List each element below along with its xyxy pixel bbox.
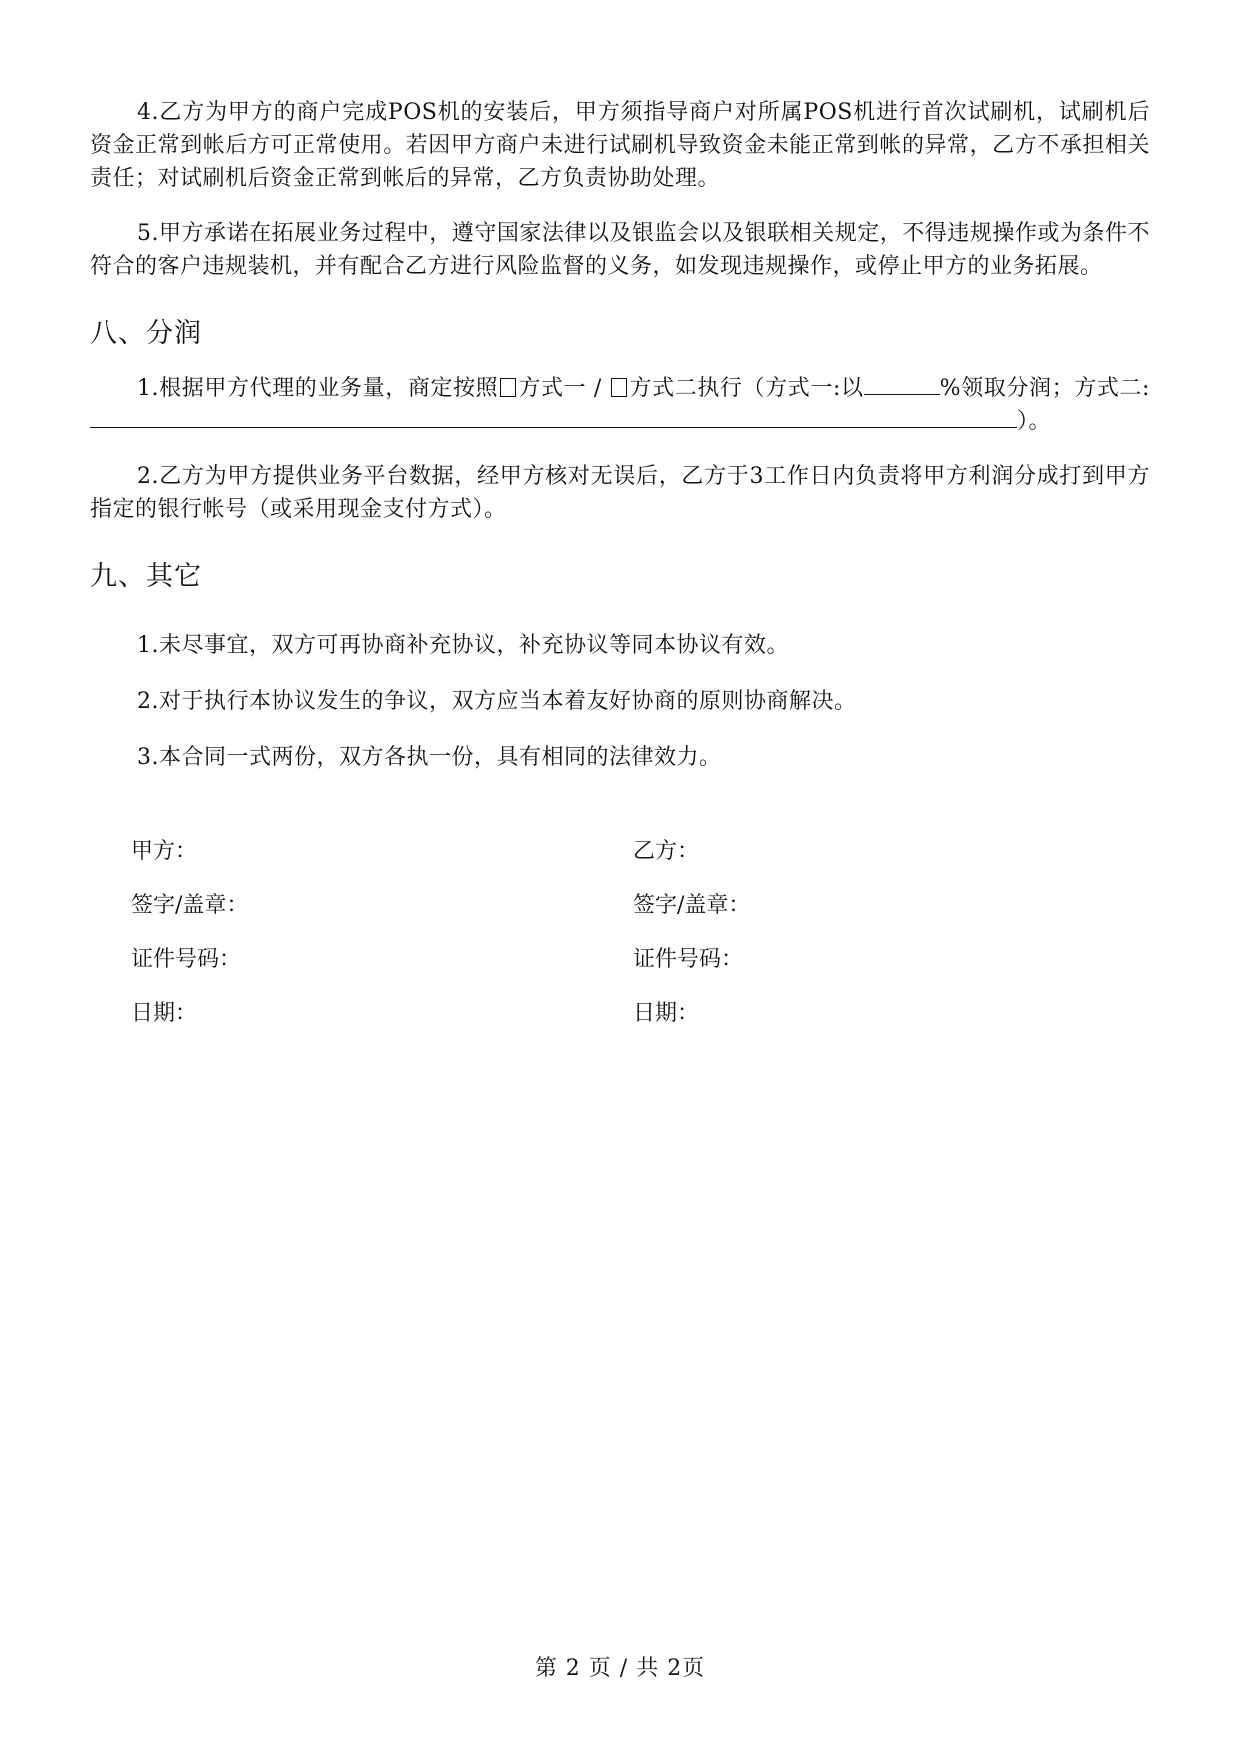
clause-8-1-end: ）。 — [1017, 409, 1052, 434]
party-a-label: 甲方： — [131, 839, 198, 864]
percent-blank[interactable] — [864, 372, 940, 395]
clause-9-1: 1.未尽事宜，双方可再协商补充协议，补充协议等同本协议有效。 — [137, 633, 789, 658]
clause-8-1 — [90, 372, 1150, 438]
party-b-sign-label: 签字/盖章： — [633, 893, 751, 918]
party-b-date-label: 日期： — [633, 1001, 700, 1026]
party-a-date-label: 日期： — [131, 1001, 198, 1026]
clause-8-2: 2.乙方为甲方提供业务平台数据，经甲方核对无误后，乙方于3工作日内负责将甲方利润分成打到甲方指定的银行帐号（或采用现金支付方式）。 — [90, 464, 1150, 522]
percent-suffix: %领取分润；方式二: — [939, 376, 1150, 401]
option-separator: / — [586, 376, 610, 401]
section-8-heading: 八、分润 — [90, 318, 202, 349]
option-two-blank[interactable] — [90, 405, 1017, 428]
party-b-label: 乙方： — [633, 839, 700, 864]
document-body — [90, 96, 1150, 774]
option-one-label: 方式一 — [518, 376, 587, 401]
option-two-checkbox[interactable] — [611, 378, 627, 397]
clause-9-3: 3.本合同一式两份，双方各执一份，具有相同的法律效力。 — [137, 745, 722, 770]
option-two-label: 方式二执行（方式一:以 — [629, 376, 864, 401]
party-b-signature — [633, 835, 1033, 1051]
clause-9-2: 2.对于执行本协议发生的争议，双方应当本着友好协商的原则协商解决。 — [137, 689, 857, 714]
clause-7-5: 5.甲方承诺在拓展业务过程中，遵守国家法律以及银监会以及银联相关规定，不得违规操作或为条件不符合的客户违规装机，并有配合乙方进行风险监督的义务，如发现违规操作，或停止甲方的业务拓展。 — [90, 221, 1150, 279]
section-9-heading: 九、其它 — [90, 561, 202, 592]
party-a-signature — [131, 835, 531, 1051]
clause-7-4: 4.乙方为甲方的商户完成POS机的安装后，甲方须指导商户对所属POS机进行首次试刷机，试刷机后资金正常到帐后方可正常使用。若因甲方商户未进行试刷机导致资金未能正常到帐的异常，乙方不承担相关责任；对试刷机后资金正常到帐后的异常，乙方负责协助处理。 — [90, 100, 1150, 191]
party-b-id-label: 证件号码： — [633, 947, 744, 972]
page-footer: 第 2 页 / 共 2页 — [534, 1656, 706, 1681]
clause-8-1-prefix: 1.根据甲方代理的业务量，商定按照 — [137, 376, 499, 401]
party-a-sign-label: 签字/盖章： — [131, 893, 249, 918]
option-one-checkbox[interactable] — [500, 378, 516, 397]
party-a-id-label: 证件号码： — [131, 947, 242, 972]
